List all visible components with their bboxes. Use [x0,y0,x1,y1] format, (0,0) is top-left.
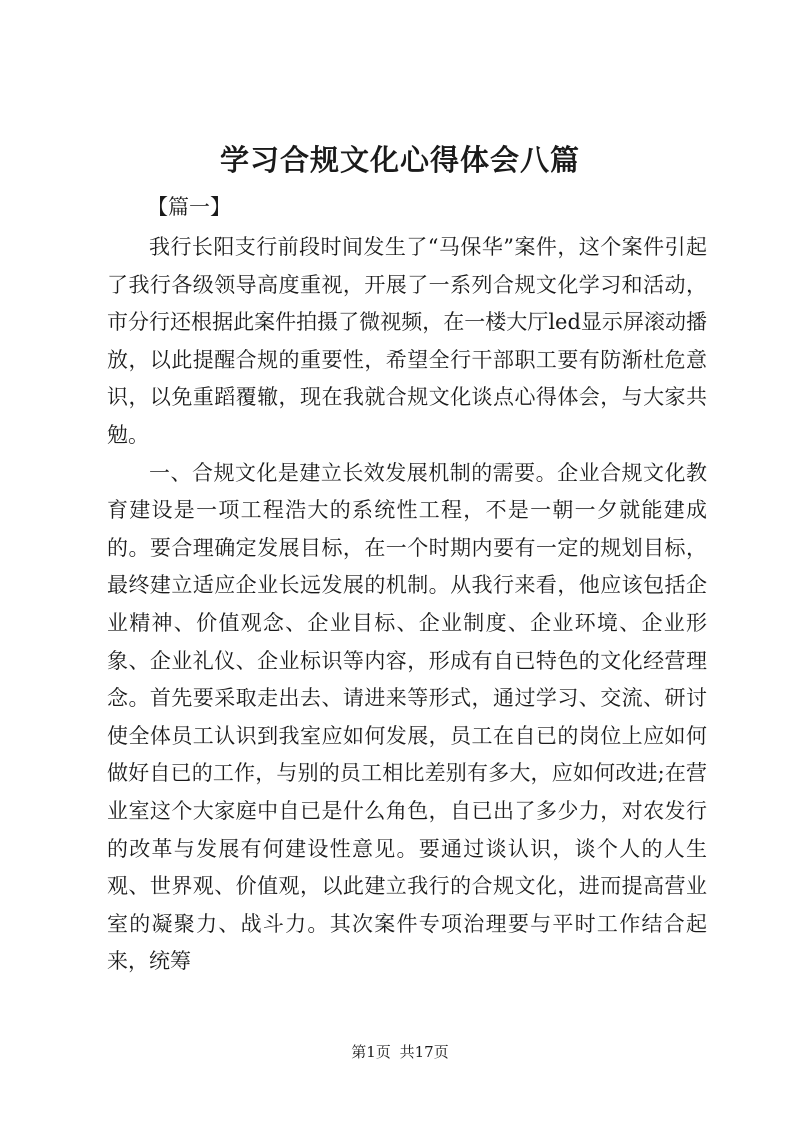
document-body [107,229,707,981]
page-number: 第1页 [351,1043,391,1061]
section-heading: 【篇一】 [147,195,231,219]
paragraph: 一、合规文化是建立长效发展机制的需要。企业合规文化教育建设是一项工程浩大的系统性工程，不是一朝一夕就能建成的。要合理确定发展目标，在一个时期内要有一定的规划目标，最终建立适应企业长远发展的机制。从我行来看，他应该包括企业精神、价值观念、企业目标、企业制度、企业环境、企业形象、企业礼仪、企业标识等内容，形成有自已特色的文化经营理念。首先要采取走出去、请进来等形式，通过学习、交流、研讨使全体员工认识到我室应如何发展，员工在自已的岗位上应如何做好自已的工作，与别的员工相比差别有多大，应如何改进;在营业室这个大家庭中自已是什么角色，自已出了多少力，对农发行的改革与发展有何建设性意见。要通过谈认识，谈个人的人生观、世界观、价值观，以此建立我行的合规文化，进而提高营业室的凝聚力、战斗力。其次案件专项治理要与平时工作结合起来，统筹 [107,460,707,974]
paragraph: 我行长阳支行前段时间发生了“马保华”案件，这个案件引起了我行各级领导高度重视，开展了一系列合规文化学习和活动，市分行还根据此案件拍摄了微视频，在一楼大厅led显示屏滚动播放，以此提醒合规的重要性，希望全行干部职工要有防渐杜危意识，以免重蹈覆辙，现在我就合规文化谈点心得体会，与大家共勉。 [107,235,707,447]
page-footer [0,1042,800,1062]
document-title: 学习合规文化心得体会八篇 [219,143,580,177]
page-total: 共17页 [399,1043,449,1061]
